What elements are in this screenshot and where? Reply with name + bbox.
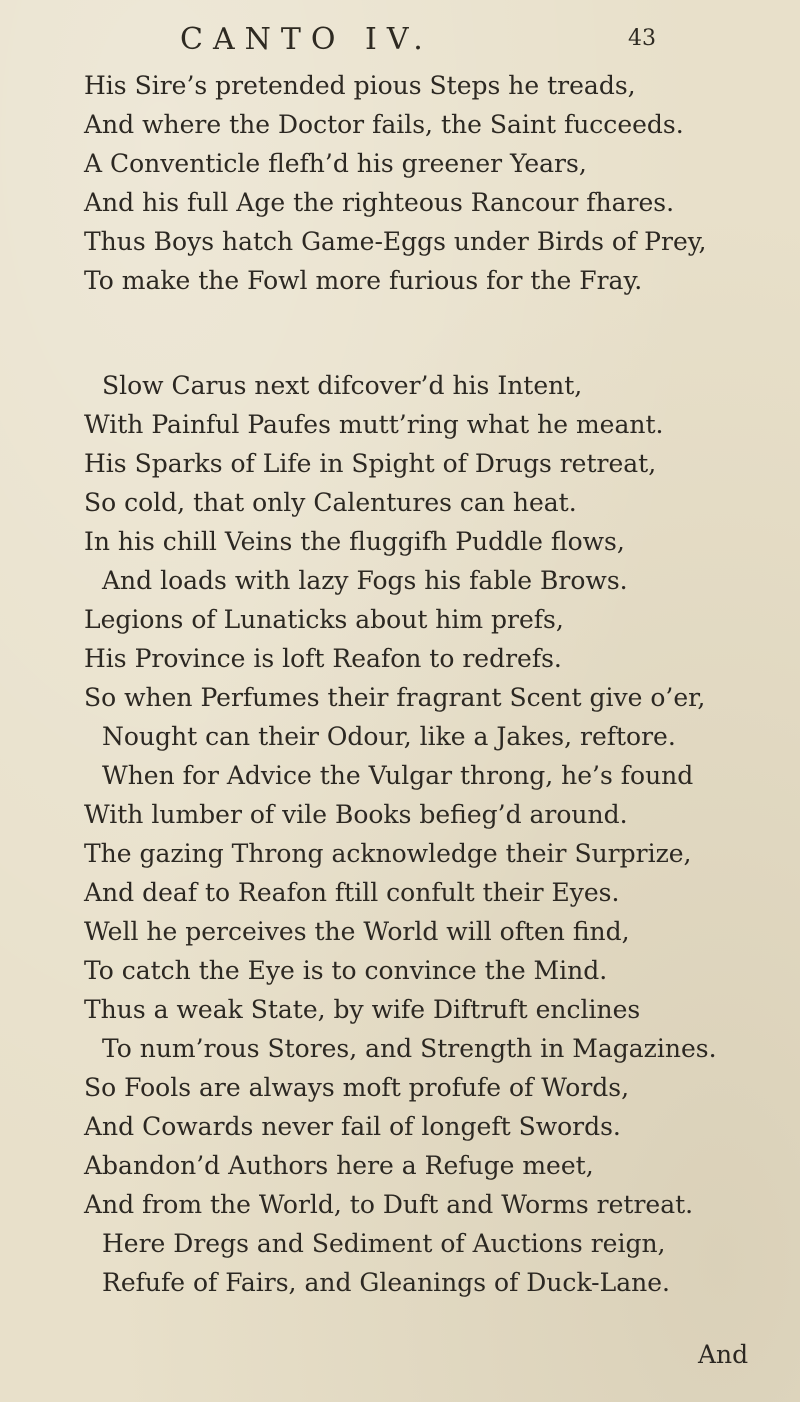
verse-line: Legions of Lunaticks about him prefs, (84, 605, 564, 634)
verse-line: To catch the Eye is to convince the Mind. (84, 956, 608, 985)
verse-line: To make the Fowl more furious for the Fray. (84, 266, 643, 295)
canto-title: CANTO IV. (180, 22, 433, 57)
verse-line: His Sparks of Life in Spight of Drugs retreat, (84, 449, 657, 478)
verse-line: And deaf to Reafon ftill confult their Eyes. (84, 878, 620, 907)
catchword: And (698, 1340, 749, 1369)
verse-line: When for Advice the Vulgar throng, he’s found (102, 761, 694, 790)
stanza-two (84, 366, 774, 1302)
running-header (150, 22, 656, 62)
verse-line: So Fools are always moft profufe of Words, (84, 1073, 630, 1102)
verse-line: In his chill Veins the fluggifh Puddle flows, (84, 527, 625, 556)
verse-line: Abandon’d Authors here a Refuge meet, (84, 1151, 594, 1180)
verse-line: To num’rous Stores, and Strength in Magazines. (102, 1034, 717, 1063)
verse-line: And his full Age the righteous Rancour fhares. (84, 188, 675, 217)
verse-line: Thus Boys hatch Game-Eggs under Birds of Prey, (84, 227, 707, 256)
verse-line: Here Dregs and Sediment of Auctions reign, (102, 1229, 666, 1258)
verse-line: And Cowards never fail of longeft Swords. (84, 1112, 621, 1141)
verse-line: And from the World, to Duft and Worms retreat. (84, 1190, 694, 1219)
stanza-one (84, 66, 774, 300)
verse-line: Slow Carus next difcover’d his Intent, (102, 371, 583, 400)
verse-line: The gazing Throng acknowledge their Surprize, (84, 839, 692, 868)
verse-line: So cold, that only Calentures can heat. (84, 488, 577, 517)
verse-line: And where the Doctor fails, the Saint fucceeds. (84, 110, 684, 139)
verse-line: And loads with lazy Fogs his fable Brows. (102, 566, 628, 595)
verse-line: Nought can their Odour, like a Jakes, reftore. (102, 722, 676, 751)
verse-line: Thus a weak State, by wife Diftruft enclines (84, 995, 641, 1024)
verse-line: His Province is loft Reafon to redrefs. (84, 644, 562, 673)
verse-line: With Painful Paufes mutt’ring what he meant. (84, 410, 664, 439)
verse-line: Refufe of Fairs, and Gleanings of Duck-Lane. (102, 1268, 670, 1297)
verse-line: Well he perceives the World will often find, (84, 917, 630, 946)
page-number: 43 (628, 26, 656, 51)
verse-line: His Sire’s pretended pious Steps he treads, (84, 71, 636, 100)
verse-line: So when Perfumes their fragrant Scent give o’er, (84, 683, 706, 712)
verse-line: With lumber of vile Books befieg’d around. (84, 800, 628, 829)
verse-line: A Conventicle flefh’d his greener Years, (84, 149, 587, 178)
